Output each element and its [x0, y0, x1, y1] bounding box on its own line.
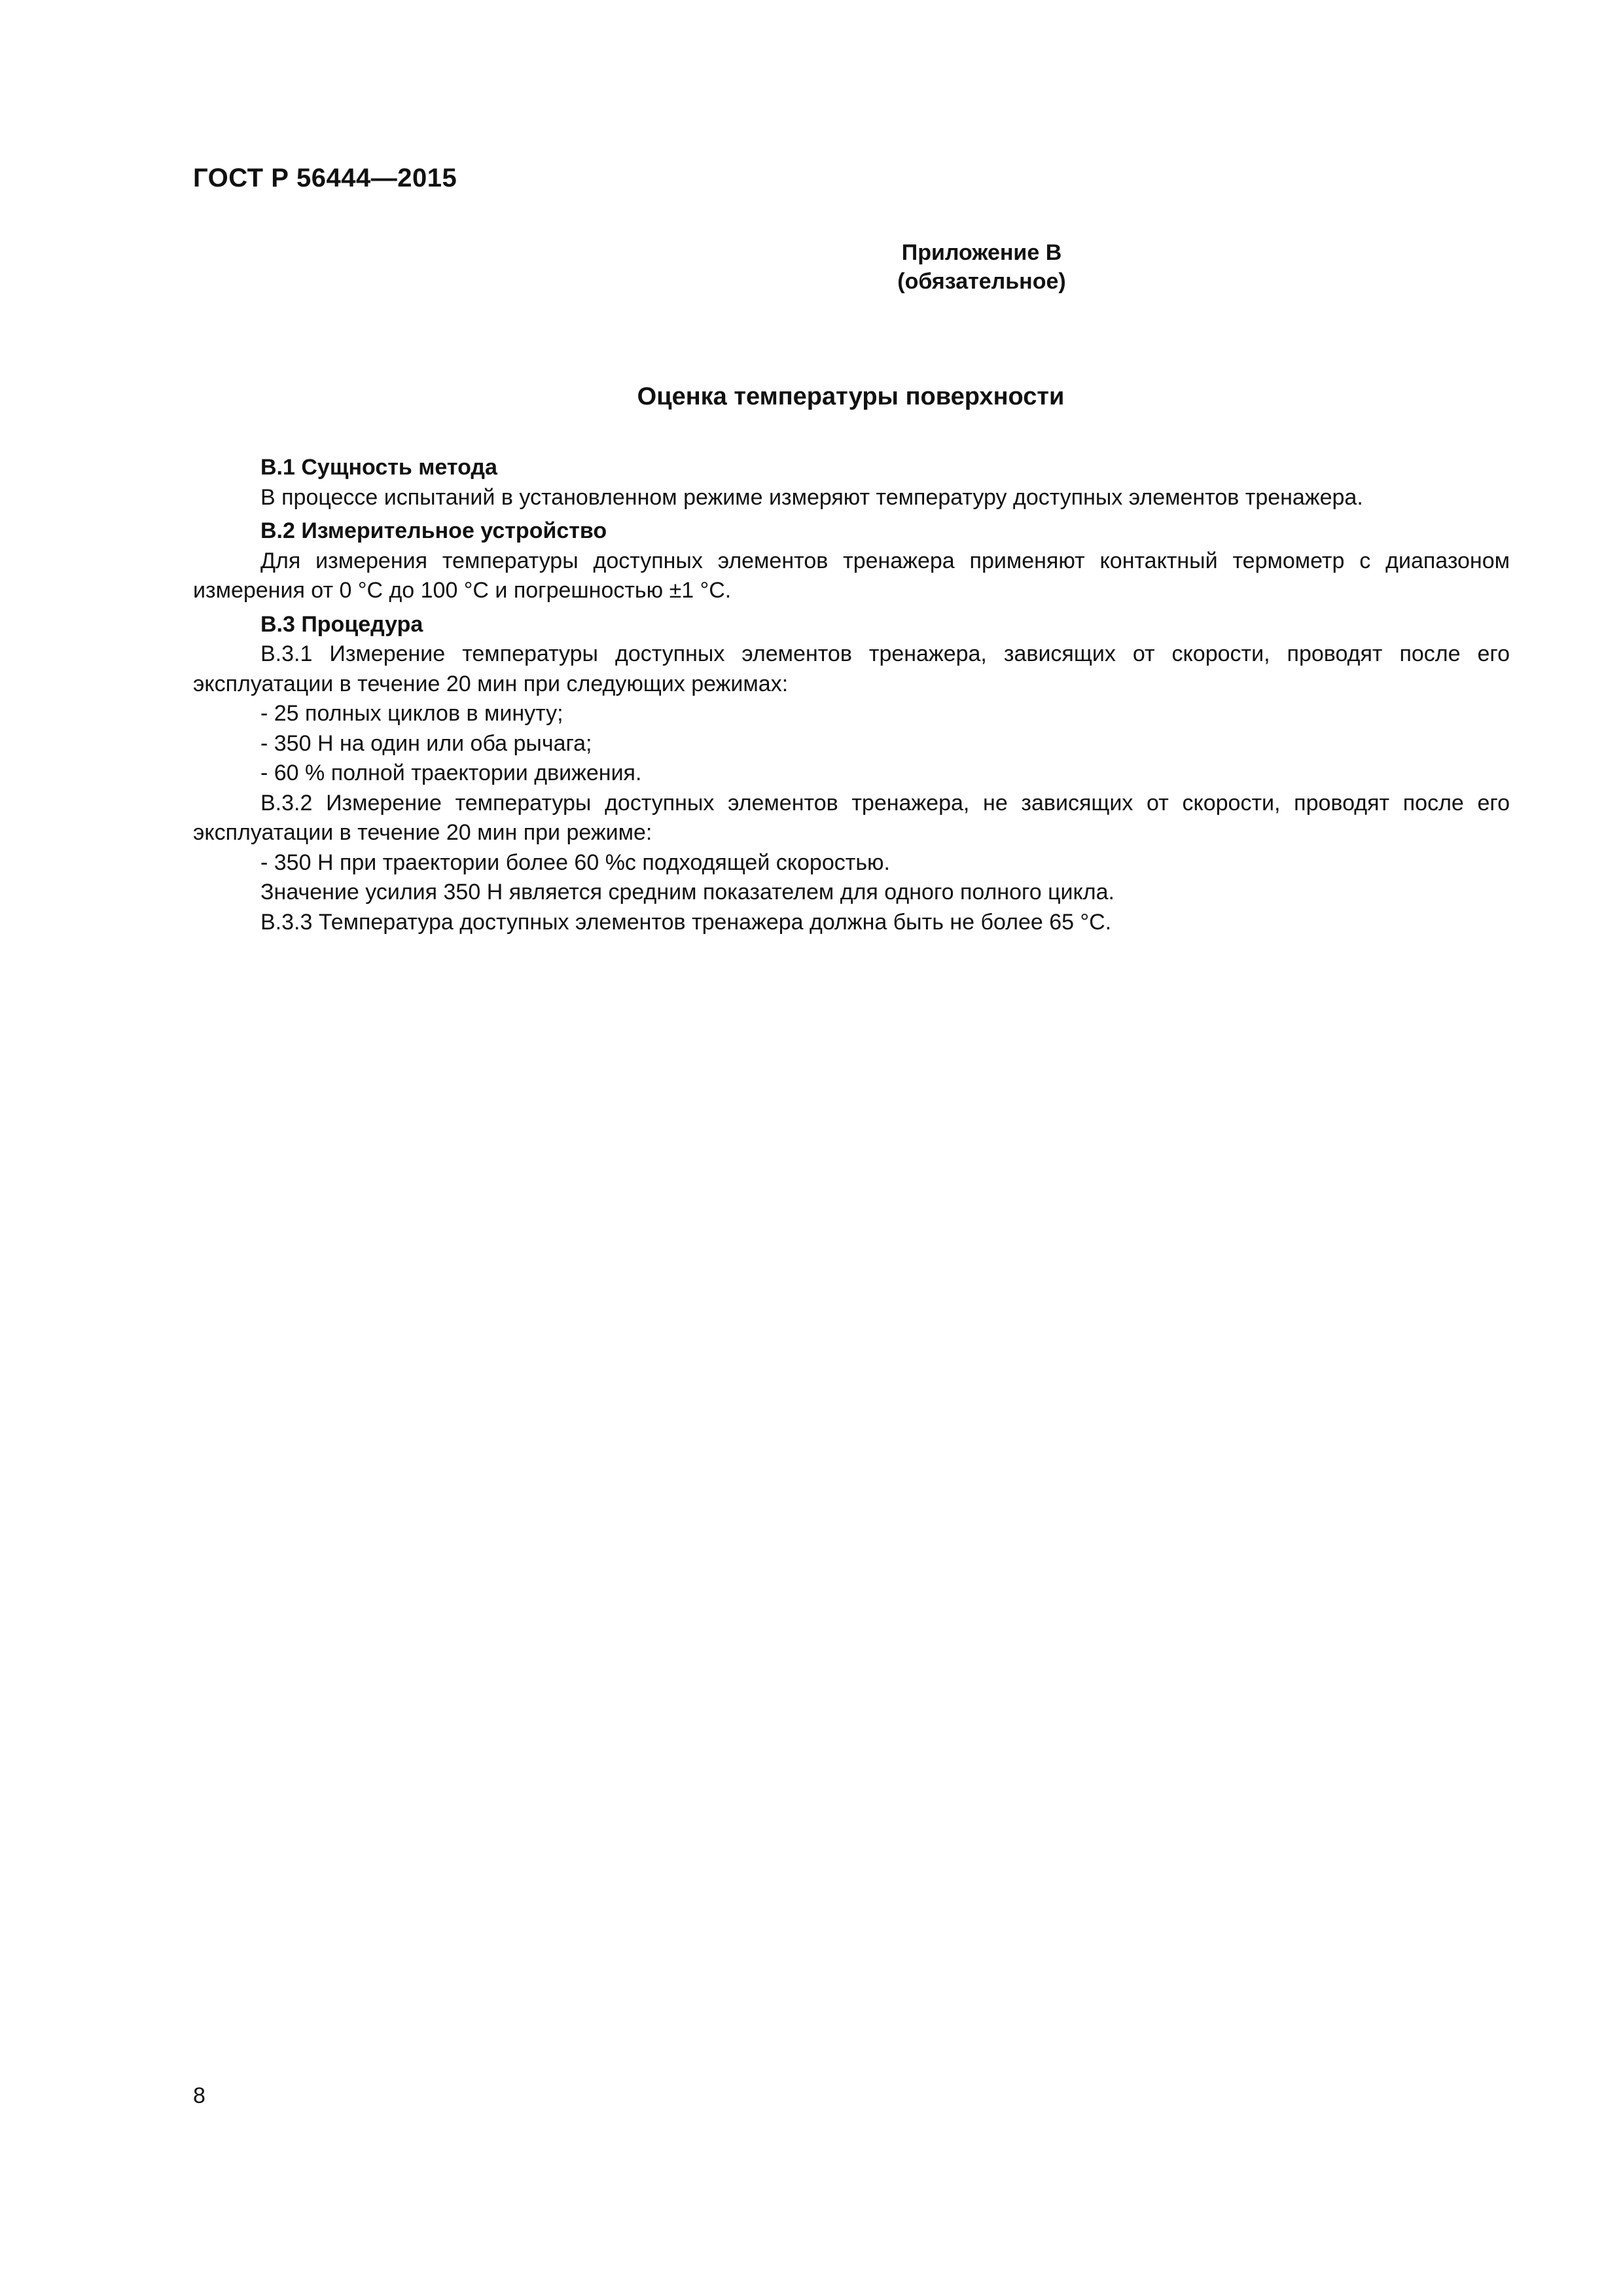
- list-item: - 350 Н при траектории более 60 %с подходящей скоростью.: [260, 850, 890, 875]
- section-b2-heading: В.2 Измерительное устройство: [260, 518, 607, 543]
- list-item: - 25 полных циклов в минуту;: [260, 701, 563, 726]
- list-item: - 60 % полной траектории движения.: [260, 761, 642, 785]
- section-b1-text: В процессе испытаний в установленном режиме измеряют температуру доступных элементов тренажера.: [260, 484, 1363, 510]
- list-item: - 350 Н на один или оба рычага;: [260, 730, 592, 756]
- annex-title: Оценка температуры поверхности: [637, 383, 1065, 410]
- section-b1-heading: В.1 Сущность метода: [260, 455, 497, 480]
- page-number: 8: [193, 2083, 205, 2108]
- section-b32-text: В.3.2 Измерение температуры доступных элементов тренажера, не зависящих от скорости, проводят после его эксплуатации в течение 20 мин при режиме:: [193, 790, 1510, 845]
- annex-heading: [720, 238, 1243, 296]
- annex-label: Приложение В: [901, 240, 1062, 265]
- section-b33-text: В.3.3 Температура доступных элементов тренажера должна быть не более 65 °С.: [260, 909, 1112, 935]
- section-b2-text: Для измерения температуры доступных элементов тренажера применяют контактный термометр с диапазоном измерения от 0 °С до 100 °С и погрешностью ±1 °С.: [193, 548, 1510, 603]
- section-b3-heading: В.3 Процедура: [260, 611, 423, 637]
- annex-status: (обязательное): [897, 269, 1066, 294]
- document-code: ГОСТ Р 56444—2015: [193, 164, 457, 192]
- section-b31-text: В.3.1 Измерение температуры доступных элементов тренажера, зависящих от скорости, проводят после его эксплуатации в течение 20 мин при следующих режимах:: [193, 641, 1510, 696]
- document-body: [193, 449, 1510, 937]
- section-b32-note: Значение усилия 350 Н является средним показателем для одного полного цикла.: [260, 880, 1115, 905]
